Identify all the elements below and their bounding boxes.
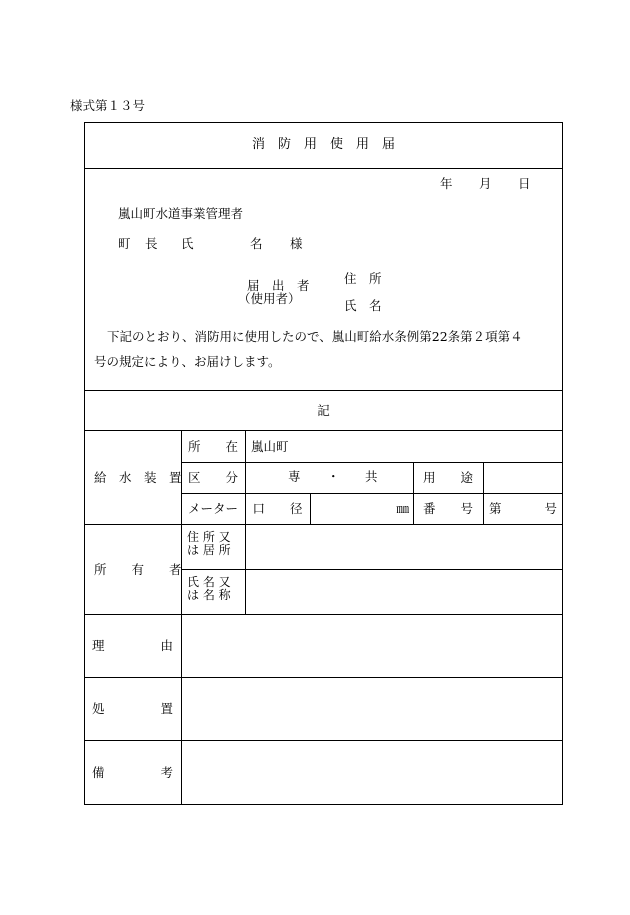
reason-label-b: 由 bbox=[160, 638, 173, 653]
reason-label-a: 理 bbox=[92, 638, 105, 653]
owner-name-value[interactable] bbox=[245, 569, 563, 614]
category-kyo[interactable]: 共 bbox=[365, 469, 378, 484]
owner-address-value[interactable] bbox=[245, 524, 563, 569]
body-text-line1: 下記のとおり、消防用に使用したので、嵐山町給水条例第22条第２項第４ bbox=[107, 329, 523, 344]
applicant-sublabel: （使用者） bbox=[238, 291, 301, 306]
form-title: 消 防 用 使 用 届 bbox=[251, 137, 395, 153]
owner-name-line1: 氏 名 又 bbox=[187, 575, 231, 589]
form-number: 様式第１３号 bbox=[70, 98, 146, 113]
applicant-label: 届 出 者 bbox=[247, 278, 310, 293]
disposal-label-b: 置 bbox=[160, 701, 173, 716]
owner-address-line1: 住 所 又 bbox=[187, 530, 231, 544]
device-label-text: 給 水 装 置 bbox=[94, 469, 182, 485]
disposal-label bbox=[84, 677, 181, 740]
device-label bbox=[84, 430, 181, 524]
use-label: 用 途 bbox=[422, 470, 473, 485]
divider-title bbox=[84, 168, 563, 169]
diameter-label: 口 径 bbox=[252, 501, 303, 516]
category-dot: ・ bbox=[327, 469, 340, 484]
addressee-sama: 様 bbox=[290, 236, 303, 251]
disposal-value[interactable] bbox=[181, 677, 563, 740]
number-label: 番 号 bbox=[422, 501, 473, 516]
category-label: 区 分 bbox=[187, 470, 238, 485]
date-year: 年 bbox=[440, 176, 453, 191]
diameter-unit: ㎜ bbox=[396, 501, 409, 516]
addressee-org: 嵐山町水道事業管理者 bbox=[118, 206, 244, 221]
number-dai: 第 bbox=[489, 501, 502, 516]
remarks-label-a: 備 bbox=[92, 765, 105, 780]
remarks-label bbox=[84, 740, 181, 805]
date-day: 日 bbox=[518, 176, 531, 191]
category-sen[interactable]: 専 bbox=[288, 469, 301, 484]
owner-label-text: 所 有 者 bbox=[94, 561, 182, 577]
diameter-value[interactable] bbox=[310, 493, 413, 524]
applicant-name-label: 氏 名 bbox=[344, 298, 382, 313]
ki-label: 記 bbox=[317, 402, 330, 418]
remarks-label-b: 考 bbox=[160, 765, 173, 780]
reason-value[interactable] bbox=[181, 614, 563, 677]
owner-address-label bbox=[187, 531, 231, 557]
use-value[interactable] bbox=[483, 462, 563, 493]
owner-address-line2: は 居 所 bbox=[187, 543, 231, 558]
applicant-address-label: 住 所 bbox=[344, 271, 382, 286]
number-value[interactable] bbox=[483, 493, 563, 524]
meter-label: メーター bbox=[187, 501, 238, 516]
number-go: 号 bbox=[544, 501, 557, 516]
body-text-line2: 号の規定により、お届けします。 bbox=[94, 354, 281, 369]
location-value[interactable]: 嵐山町 bbox=[251, 438, 289, 454]
addressee-mayor-2: 長 bbox=[145, 236, 158, 251]
owner-label bbox=[84, 524, 181, 614]
reason-label bbox=[84, 614, 181, 677]
addressee-mei: 名 bbox=[250, 236, 263, 251]
addressee-mayor-1: 町 bbox=[118, 236, 131, 251]
remarks-value[interactable] bbox=[181, 740, 563, 805]
disposal-label-a: 処 bbox=[92, 701, 105, 716]
addressee-shi: 氏 bbox=[181, 236, 194, 251]
date-month: 月 bbox=[479, 176, 492, 191]
location-label: 所 在 bbox=[187, 438, 238, 454]
owner-name-label bbox=[187, 576, 231, 602]
owner-name-line2: は 名 称 bbox=[187, 588, 231, 603]
